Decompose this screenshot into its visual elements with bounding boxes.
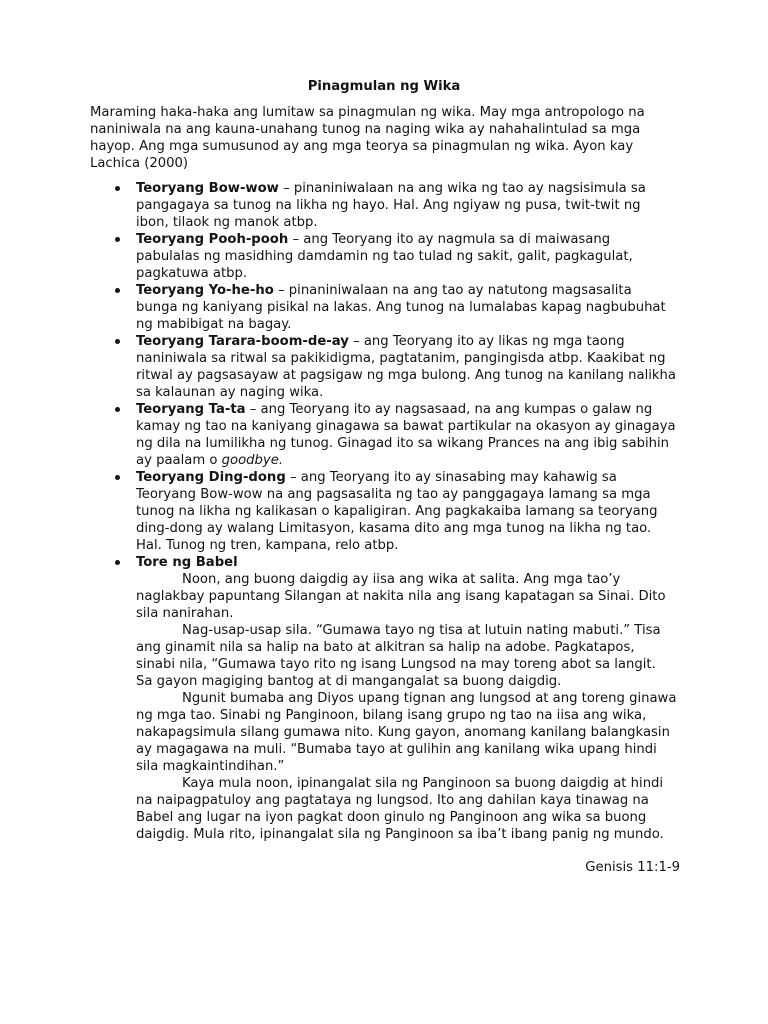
theory-line <box>136 452 720 469</box>
theory-text: – pinaniniwalaan na ang wika ng tao ay nagsisimula sa <box>283 181 646 196</box>
intro-line: hayop. Ang mga sumusunod ay ang mga teorya sa pinagmulan ng wika. Ayon kay <box>90 139 634 154</box>
story-paragraph <box>136 690 720 775</box>
bullet-icon <box>115 237 120 242</box>
theory-line <box>136 469 720 486</box>
theory-term: Teoryang Bow-wow <box>136 181 279 196</box>
story-line: Noon, ang buong daigdig ay iisa ang wika at salita. Ang mga tao’y <box>182 572 621 587</box>
theory-line: pangagaya sa tunog na likha ng hayo. Hal. Ang ngiyaw ng pusa, twit-twit ng <box>136 198 641 213</box>
theory-line: ng mabibigat na bagay. <box>136 317 292 332</box>
theory-line: pabulalas ng masidhing damdamin ng tao tulad ng sakit, galit, pagkagulat, <box>136 249 633 264</box>
story-line: ang ginamit nila sa halip na bato at alkitran sa halip na adobe. Pagkatapos, <box>136 640 635 655</box>
theory-line: ding-dong ay walang Limitasyon, kasama dito ang mga tunog na likha ng tao. <box>136 521 652 536</box>
theory-text: – ang Teoryang ito ay nagmula sa di maiwasang <box>292 232 611 247</box>
story-line: Babel ang lugar na iyon pagkat doon ginulo ng Panginoon ang wika sa buong <box>136 810 647 825</box>
story-line: sila magkaintindihan.” <box>136 759 285 774</box>
bullet-icon <box>115 560 120 565</box>
theory-line <box>136 333 720 350</box>
bullet-icon <box>115 475 120 480</box>
story-line: nakapagsimula silang gumawa nito. Kung gayon, anomang kanilang balangkasin <box>136 725 670 740</box>
story-line: ng mga tao. Sinabi ng Panginoon, bilang isang grupo ng tao na iisa ang wika, <box>136 708 647 723</box>
theory-list <box>136 180 720 843</box>
theory-line: ritwal ay pagsasayaw at pagsigaw ng mga bulong. Ang tunog na kanilang nalikha <box>136 368 676 383</box>
theory-text: – pinaniniwalaan na ang tao ay natutong magsasalita <box>278 283 632 298</box>
theory-term: Teoryang Tarara-boom-de-ay <box>136 334 349 349</box>
theory-term: Teoryang Ta-ta <box>136 402 246 417</box>
theory-text: ay paalam o <box>136 453 218 468</box>
story-line: Nag-usap-usap sila. “Gumawa tayo ng tisa at lutuin nating mabuti.” Tisa <box>182 623 661 638</box>
bullet-icon <box>115 339 120 344</box>
theory-text: – ang Teoryang ito ay likas ng mga taong <box>353 334 625 349</box>
story-line: ay magagawa na muli. “Bumaba tayo at gulihin ang kanilang wika upang hindi <box>136 742 657 757</box>
bullet-icon <box>115 186 120 191</box>
story-paragraph <box>136 571 720 622</box>
story-line: na naipagpatuloy ang pagtataya ng lungsod. Ito ang dahilan kaya tinawag na <box>136 793 649 808</box>
theory-line: ibon, tilaok ng manok atbp. <box>136 215 318 230</box>
story-paragraph <box>136 775 720 843</box>
bullet-item-tarara-boom-de-ay <box>136 333 720 401</box>
theory-line <box>136 231 720 248</box>
theory-text: – ang Teoryang ito ay sinasabing may kahawig sa <box>289 470 617 485</box>
theory-line: Hal. Tunog ng tren, kampana, relo atbp. <box>136 538 399 553</box>
intro-line: naniniwala na ang kauna-unahang tunog na naging wika ay nahahalintulad sa mga <box>90 122 641 137</box>
bullet-item-ding-dong <box>136 469 720 554</box>
theory-term: Teoryang Ding-dong <box>136 470 286 485</box>
story-line: Sa gayon magiging bantog at di mangangalat sa buong daigdig. <box>136 674 562 689</box>
bullet-item-tore-ng-babel <box>136 554 720 843</box>
theory-text: – ang Teoryang ito ay nagsasaad, na ang kumpas o galaw ng <box>249 402 653 417</box>
page-title: Pinagmulan ng Wika <box>307 79 461 94</box>
theory-line: tunog na likha ng kalikasan o kapaligiran. Ang pagkakaiba lamang sa teoryang <box>136 504 658 519</box>
story-line: sinabi nila, “Gumawa tayo rito ng isang Lungsod na may toreng abot sa langit. <box>136 657 656 672</box>
theory-line: sa kalaunan ay naging wika. <box>136 385 324 400</box>
intro-line: Maraming haka-haka ang lumitaw sa pinagmulan ng wika. May mga antropologo na <box>90 105 645 120</box>
theory-line: kamay ng tao na kaniyang ginagawa sa bawat partikular na okasyon ay ginagaya <box>136 419 676 434</box>
babel-heading: Tore ng Babel <box>136 555 238 570</box>
intro-paragraph <box>90 104 720 172</box>
theory-line <box>136 401 720 418</box>
story-line: naglakbay papuntang Silangan at nakita nila ang isang kapatagan sa Sinai. Dito <box>136 589 666 604</box>
bullet-icon <box>115 407 120 412</box>
story-line: daigdig. Mula rito, ipinangalat sila ng Panginoon sa iba’t ibang panig ng mundo. <box>136 827 664 842</box>
bullet-item-yo-he-ho <box>136 282 720 333</box>
intro-line: Lachica (2000) <box>90 156 189 171</box>
italic-word: goodbye. <box>221 453 284 468</box>
story-line: sila nanirahan. <box>136 606 234 621</box>
bullet-icon <box>115 288 120 293</box>
theory-line: Teoryang Bow-wow na ang pagsasalita ng tao ay panggagaya lamang sa mga <box>136 487 651 502</box>
story-paragraph <box>136 622 720 690</box>
bible-reference: Genisis 11:1-9 <box>585 860 680 875</box>
bullet-item-ta-ta <box>136 401 720 469</box>
story-line: Kaya mula noon, ipinangalat sila ng Panginoon sa buong daigdig at hindi <box>182 776 664 791</box>
theory-line: pagkatuwa atbp. <box>136 266 248 281</box>
theory-term: Teoryang Yo-he-ho <box>136 283 274 298</box>
theory-line: naniniwala sa ritwal sa pakikidigma, pagtatanim, pangingisda atbp. Kaakibat ng <box>136 351 666 366</box>
theory-term: Teoryang Pooh-pooh <box>136 232 289 247</box>
bullet-item-bow-wow <box>136 180 720 231</box>
theory-line: bunga ng kaniyang pisikal na lakas. Ang tunog na lumalabas kapag nagbubuhat <box>136 300 666 315</box>
theory-line: ng dila na lumilikha ng tunog. Ginagad ito sa wikang Prances na ang ibig sabihin <box>136 436 669 451</box>
story-line: Ngunit bumaba ang Diyos upang tignan ang lungsod at ang toreng ginawa <box>182 691 677 706</box>
document-body <box>90 104 720 843</box>
bullet-item-pooh-pooh <box>136 231 720 282</box>
theory-line <box>136 180 720 197</box>
theory-line <box>136 282 720 299</box>
